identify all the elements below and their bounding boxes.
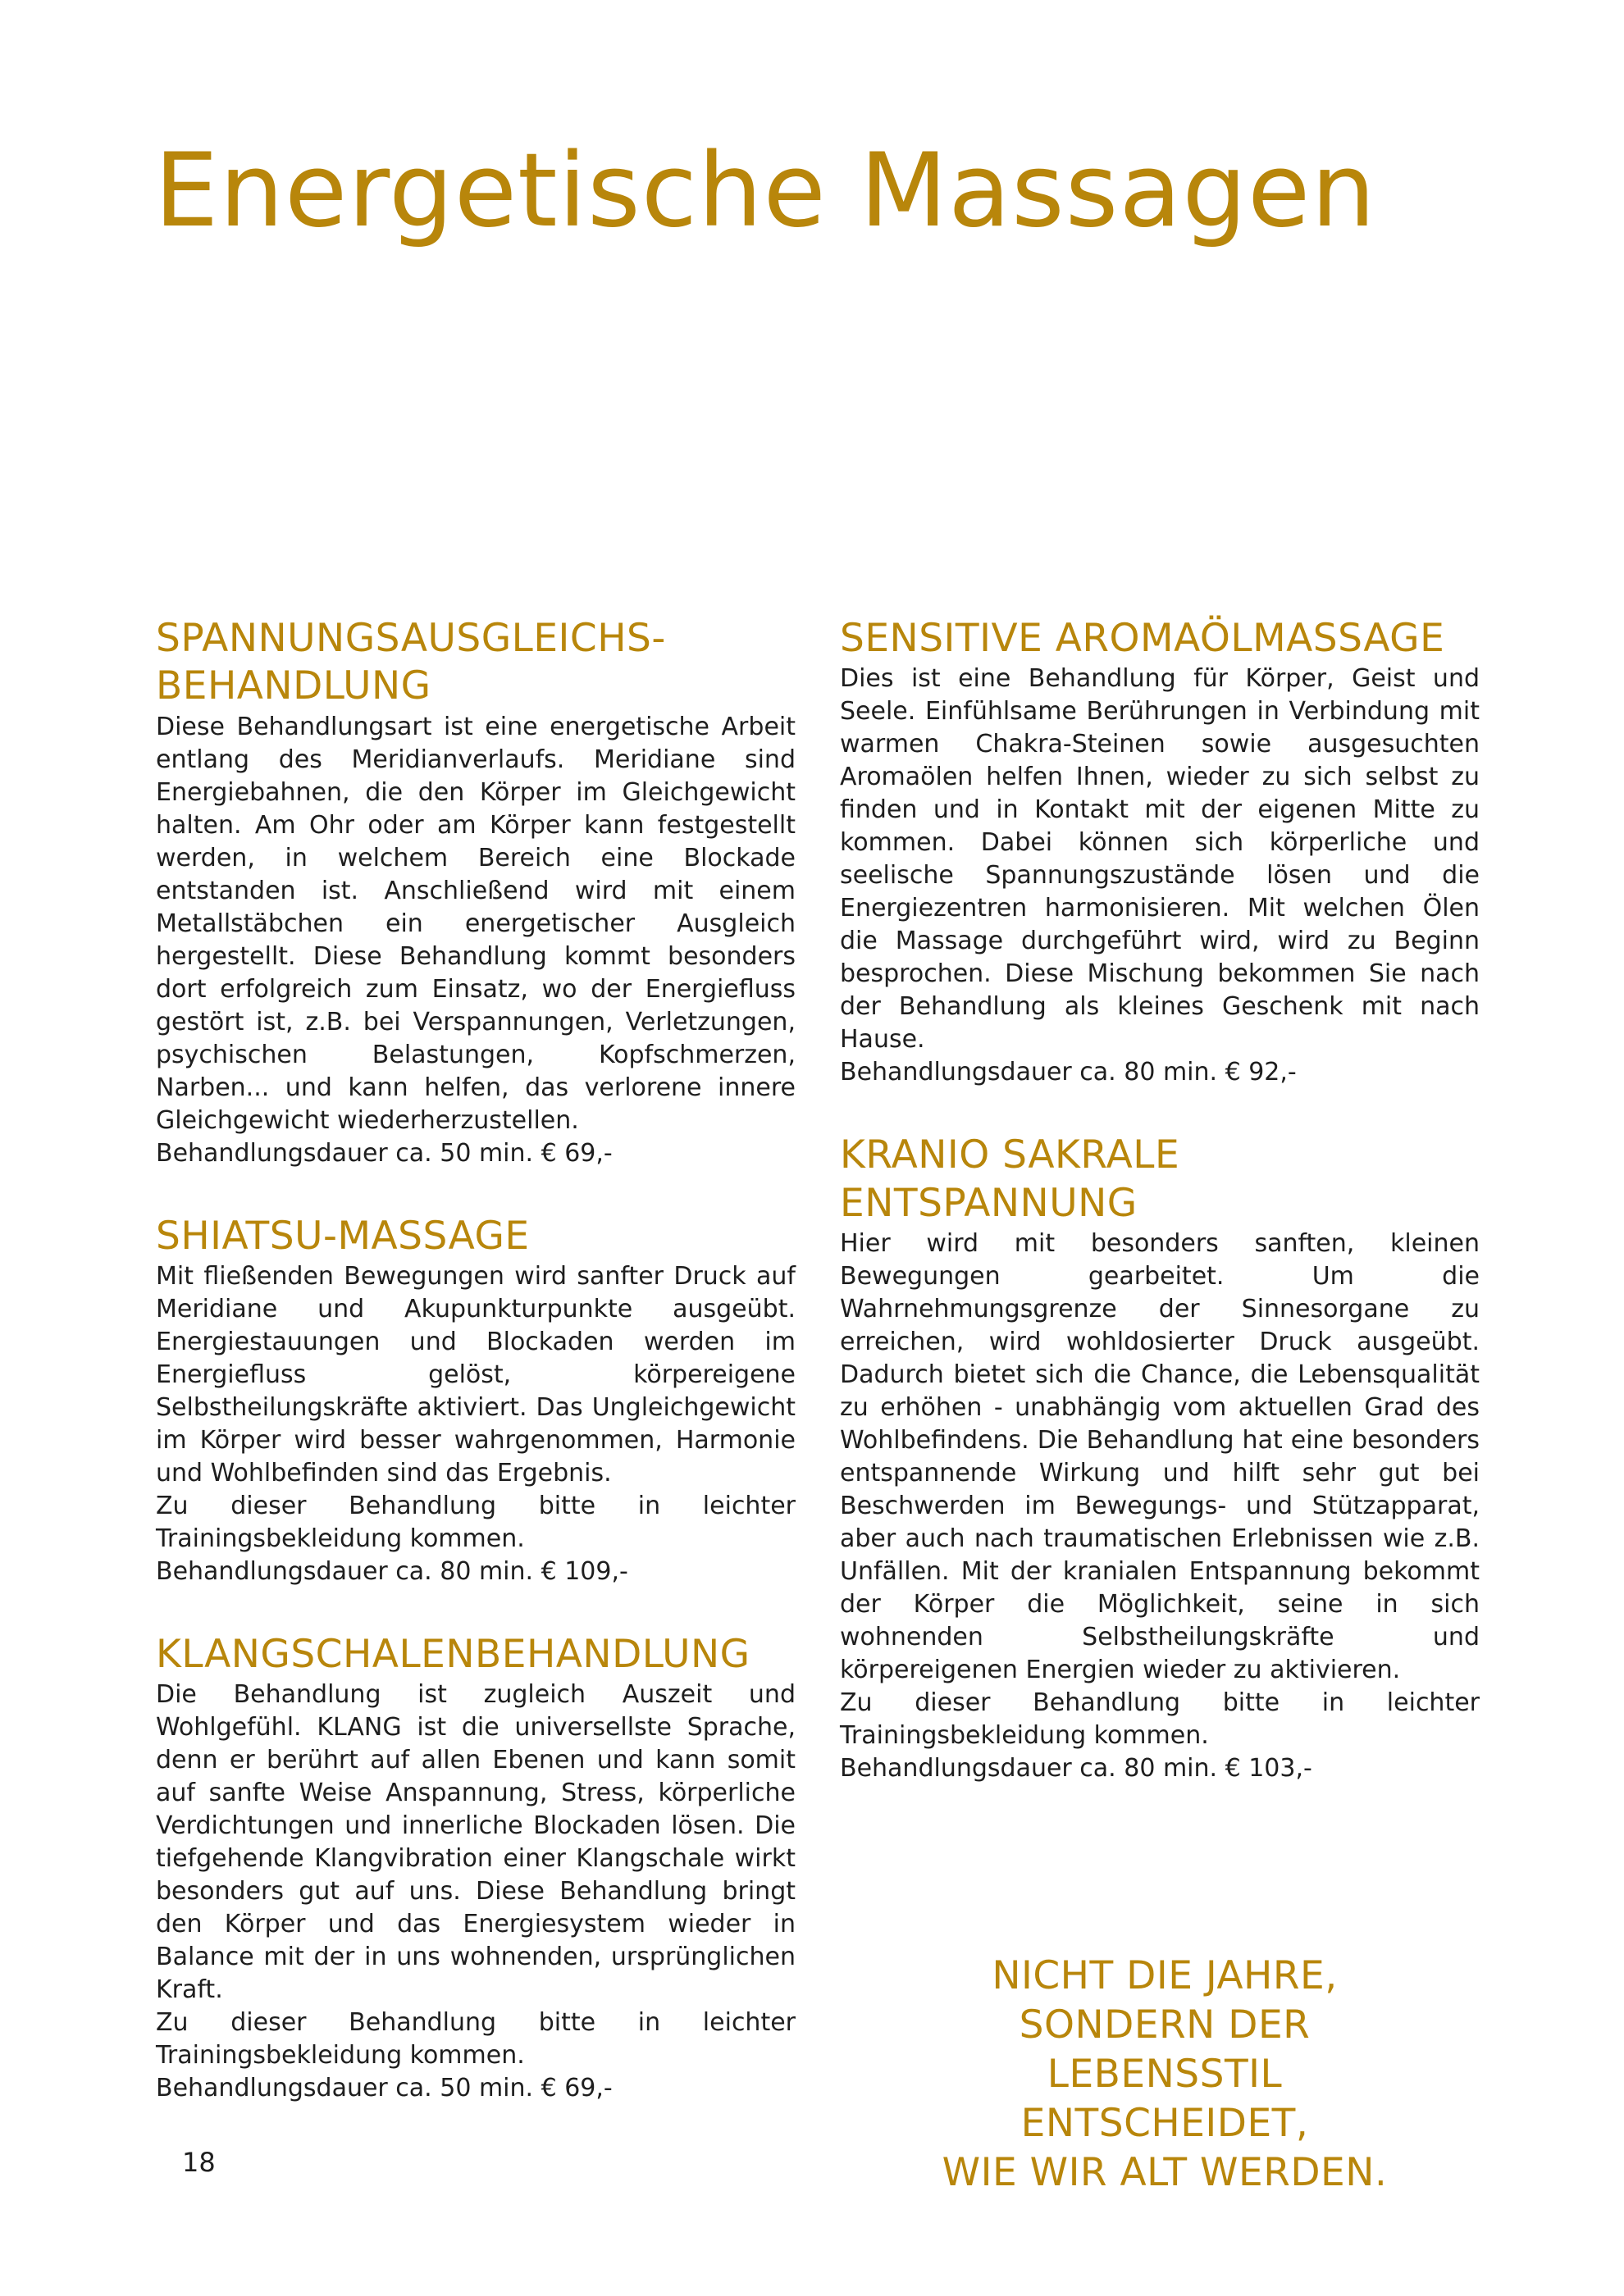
section-heading: KRANIO SAKRALE ENTSPANNUNG <box>840 1132 1180 1226</box>
treatment-duration-price: Behandlungsdauer ca. 80 min. € 109,- <box>156 1556 628 1586</box>
section-body: Hier wird mit besonders sanften, kleinen Bewegungen gearbeitet. Um die Wahrnehmungsgrenze der Sinnesorgane zu erreichen, wird wohldosierter Druck ausgeübt. Dadurch bietet sich die Chance, die Lebensqualität zu erhöhen - unabhängig vom aktuellen Grad des Wohlbefindens. Die Behandlung hat eine besonders entspannende Wirkung und hilft sehr gut bei Beschwerden im Bewegungs- und Stützapparat, aber auch nach traumatischen Erlebnissen wie z.B. Unfällen. Mit der kranialen Entspannung bekommt der Körper die Möglichkeit, seine in sich wohnenden Selbstheilungskräfte und körpereigenen Energien wieder zu aktivieren. <box>840 1228 1480 1684</box>
heading-line: BEHANDLUNG <box>156 663 431 709</box>
clothing-note: Zu dieser Behandlung bitte in leichter Trainingsbekleidung kommen. <box>840 1688 1480 1750</box>
section-heading: KLANGSCHALENBEHANDLUNG <box>156 1631 750 1677</box>
section-kranio-sakral <box>840 1132 1480 1785</box>
clothing-note: Zu dieser Behandlung bitte in leichter Trainingsbekleidung kommen. <box>156 1491 796 1553</box>
section-shiatsu <box>156 1213 796 1588</box>
section-heading: SENSITIVE AROMAÖLMASSAGE <box>840 616 1445 661</box>
section-body: Die Behandlung ist zugleich Auszeit und Wohlgefühl. KLANG ist die universellste Sprache, denn er berührt auf allen Ebenen und kann somit auf sanfte Weise Anspannung, Stress, körperliche Verdichtungen und innerliche Blockaden lösen. Die tiefgehende Klangvibration einer Klangschale wirkt besonders gut auf uns. Diese Behandlung bringt den Körper und das Energiesystem wieder in Balance mit der in uns wohnenden, ursprünglichen Kraft. <box>156 1680 796 2005</box>
section-spannungsausgleich <box>156 615 796 1170</box>
section-body: Mit fließenden Bewegungen wird sanfter Druck auf Meridiane und Akupunkturpunkte ausgeübt. Energiestauungen und Blockaden werden im Energiefluss gelöst, körpereigene Selbstheilungskräfte aktiviert. Das Ungleichgewicht im Körper wird besser wahrgenommen, Harmonie und Wohlbefinden sind das Ergebnis. <box>156 1261 796 1487</box>
section-aromaoel <box>840 615 1480 1089</box>
section-klangschalen <box>156 1631 796 2105</box>
quote-line: WIE WIR ALT WERDEN. <box>942 2150 1388 2195</box>
clothing-note: Zu dieser Behandlung bitte in leichter Trainingsbekleidung kommen. <box>156 2008 796 2070</box>
section-body: Diese Behandlungsart ist eine energetische Arbeit entlang des Meridianverlaufs. Meridiane sind Energiebahnen, die den Körper im Gleichgewicht halten. Am Ohr oder am Körper kann festgestellt werden, in welchem Bereich eine Blockade entstanden ist. Anschließend wird mit einem Metallstäbchen ein energetischer Ausgleich hergestellt. Diese Behandlung kommt besonders dort erfolgreich zum Einsatz, wo der Energiefluss gestört ist, z.B. bei Verspannungen, Verletzungen, psychischen Belastungen, Kopfschmerzen, Narben... und kann helfen, das verlorene innere Gleichgewicht wiederherzustellen. <box>156 712 796 1135</box>
page-number: 18 <box>182 2147 216 2178</box>
left-column <box>156 615 796 2148</box>
section-heading <box>156 615 796 711</box>
quote-line: ENTSCHEIDET, <box>1020 2101 1309 2146</box>
treatment-duration-price: Behandlungsdauer ca. 80 min. € 92,- <box>840 1058 1297 1087</box>
treatment-duration-price: Behandlungsdauer ca. 50 min. € 69,- <box>156 1138 613 1168</box>
quote-line: NICHT DIE JAHRE, <box>992 1953 1338 1998</box>
pull-quote <box>902 1952 1427 2198</box>
quote-line: SONDERN DER LEBENSSTIL <box>1019 2002 1311 2097</box>
treatment-duration-price: Behandlungsdauer ca. 80 min. € 103,- <box>840 1753 1312 1783</box>
section-heading: SHIATSU-MASSAGE <box>156 1213 530 1259</box>
right-column <box>840 615 1480 1828</box>
treatment-duration-price: Behandlungsdauer ca. 50 min. € 69,- <box>156 2074 613 2103</box>
page-title: Energetische Massagen <box>154 132 1376 250</box>
section-body: Dies ist eine Behandlung für Körper, Geist und Seele. Einfühlsame Berührungen in Verbindung mit warmen Chakra-Steinen sowie ausgesuchten Aromaölen helfen Ihnen, wieder zu sich selbst zu finden und in Kontakt mit der eigenen Mitte zu kommen. Dabei können sich körperliche und seelische Spannungszustände lösen und die Energiezentren harmonisieren. Mit welchen Ölen die Massage durchgeführt wird, wird zu Beginn besprochen. Diese Mischung bekommen Sie nach der Behandlung als kleines Geschenk mit nach Hause. <box>840 664 1480 1055</box>
heading-line: SPANNUNGSAUSGLEICHS- <box>156 616 666 661</box>
